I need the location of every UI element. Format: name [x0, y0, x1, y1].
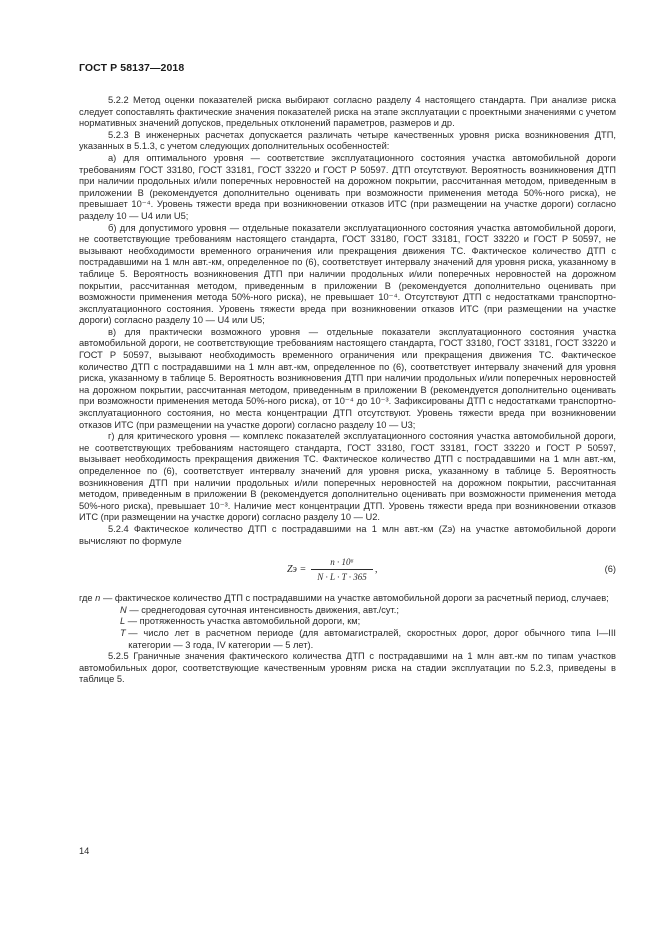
- legend-item-T: [79, 628, 616, 651]
- legend-symbol: L: [120, 616, 126, 627]
- paragraph-item-v: в) для практически возможного уровня — отдельные показатели эксплуатационного состояния участка автомобильной дороги, не соответствующие требованиям настоящего стандарта, ГОСТ 33180, ГОСТ 33181, ГОСТ 33220 и ГОСТ Р 50597, вызывают необходимость временного ограничения или прекращения движения ТС. Фактическое количество ДТП с пострадавшими на 1 млн авт.-км, определенное по (6), соответствует интервалу значений для уровня риска, указанному в таблице 5. Вероятность возникновения ДТП при наличии продольных и/или поперечных неровностей на дорожном покрытии, рассчитанная методом, приведенным в приложении В (рекомендуется дополнительно оценивать при возможности применения метода 50%-ного риска), от 10⁻⁴ до 10⁻³. Зафиксированы ДТП с недостатками транспортно-эксплуатационного состояния, но места концентрации ДТП отсутствуют. Уровень тяжести вреда при возникновении отказов ИТС (при размещении на участке дороги) согласно разделу 10 — U3;: [79, 326, 616, 430]
- paragraph-5-2-2: 5.2.2 Метод оценки показателей риска выбирают согласно разделу 4 настоящего стандарта. При анализе риска следует сопоставлять фактические значения показателей риска на этапе эксплуатации с проектными значениями с учетом нормативных значений допусков, предельных отклонений параметров, размеров и др.: [79, 95, 616, 129]
- legend-symbol: T: [120, 627, 126, 638]
- legend-symbol: n: [95, 593, 101, 604]
- legend-intro: где: [79, 593, 93, 604]
- legend-text: — протяженность участка автомобильной дороги, км;: [127, 616, 361, 627]
- page-header: ГОСТ Р 58137—2018: [79, 62, 185, 74]
- formula-6: [79, 556, 616, 586]
- formula-fraction: [311, 556, 373, 583]
- paragraph-5-2-3: 5.2.3 В инженерных расчетах допускается различать четыре качественных уровня риска возникновения ДТП, указанных в 5.1.3, с учетом следующих дополнительных особенностей:: [79, 129, 616, 152]
- legend-text: — число лет в расчетном периоде (для автомагистралей, скоростных дорог, дорог обычного типа I—III категории — 3 года, IV категории — 5 лет).: [128, 627, 616, 650]
- document-body: [79, 95, 616, 686]
- formula-lhs: Zэ =: [287, 564, 307, 576]
- legend-item-n: [79, 593, 616, 605]
- formula-number: (6): [604, 564, 616, 575]
- formula-denominator: N · L · T · 365: [317, 572, 367, 583]
- legend-text: — среднегодовая суточная интенсивность движения, авт./сут.;: [129, 604, 399, 615]
- legend-item-L: [79, 616, 616, 628]
- paragraph-5-2-5: 5.2.5 Граничные значения фактического количества ДТП с пострадавшими на 1 млн авт.-км по типам участков автомобильных дорог, соответствующие качественным уровням риска на стадии эксплуатации по 5.2.3, приведены в таблице 5.: [79, 651, 616, 685]
- formula-legend: [79, 593, 616, 651]
- paragraph-item-a: а) для оптимального уровня — соответствие эксплуатационного состояния участка автомобильной дороги требованиям ГОСТ 33180, ГОСТ 33181, ГОСТ 33220 и ГОСТ Р 50597. ДТП отсутствуют. Вероятность возникновения ДТП при наличии продольных и/или поперечных неровностей на дорожном покрытии, рассчитанная методом, приведенным в приложении В (рекомендуется дополнительно оценивать при возможности применения метода 50%-ного риска), не превышает 10⁻⁴. Уровень тяжести вреда при возникновении отказов ИТС (при размещении на участке дороги) согласно разделу 10 — U4 или U5;: [79, 152, 616, 221]
- legend-symbol: N: [120, 604, 127, 615]
- legend-text: — фактическое количество ДТП с пострадавшими на участке автомобильной дороги за расчетный период, случаев;: [102, 593, 609, 604]
- paragraph-item-g: г) для критического уровня — комплекс показателей эксплуатационного состояния участка автомобильной дороги, не соответствующих требованиям настоящего стандарта, ГОСТ 33180, ГОСТ 33181, ГОСТ 33220 и ГОСТ Р 50597, вызывает необходимость прекращения движения ТС. Фактическое количество ДТП с пострадавшими на 1 млн авт.-км, определенное по (6), соответствует интервалу значений для уровня риска, указанному в таблице 5. Вероятность возникновения ДТП при наличии продольных и/или поперечных неровностей на дорожном покрытии, рассчитанная методом, приведенным в приложении В (рекомендуется дополнительно оценивать при возможности применения метода 50%-ного риска), превышает 10⁻³. Наличие мест концентрации ДТП. Уровень тяжести вреда при возникновении отказов ИТС (при размещении на участке дороги) согласно разделу 10 — U2.: [79, 431, 616, 523]
- formula-numerator: n · 10⁶: [311, 556, 373, 570]
- legend-item-N: [79, 605, 616, 617]
- paragraph-item-b: б) для допустимого уровня — отдельные показатели эксплуатационного состояния участка автомобильной дороги, не соответствующие требованиям настоящего стандарта, ГОСТ 33180, ГОСТ 33181, ГОСТ 33220 и ГОСТ Р 50597, не вызывают необходимости временного ограничения или прекращения движения ТС. Фактическое количество ДТП с пострадавшими на 1 млн авт.-км, определенное по (6), соответствует интервалу значений для уровня риска, указанному в таблице 5. Вероятность возникновения ДТП при наличии продольных и/или поперечных неровностей на дорожном покрытии, рассчитанная методом, приведенным в приложении В (рекомендуется дополнительно оценивать при возможности применения метода 50%-ного риска), не превышает 10⁻⁴. Отсутствуют ДТП с недостатками транспортно-эксплуатационного состояния. Уровень тяжести вреда при возникновении отказов ИТС (при размещении на участке дороги) согласно разделу 10 — U4 или U5;: [79, 222, 616, 326]
- page-number: 14: [79, 846, 90, 856]
- formula-punctuation: ,: [375, 564, 378, 576]
- paragraph-5-2-4: 5.2.4 Фактическое количество ДТП с пострадавшими на 1 млн авт.-км (Zэ) на участке автомобильной дороги вычисляют по формуле: [79, 523, 616, 546]
